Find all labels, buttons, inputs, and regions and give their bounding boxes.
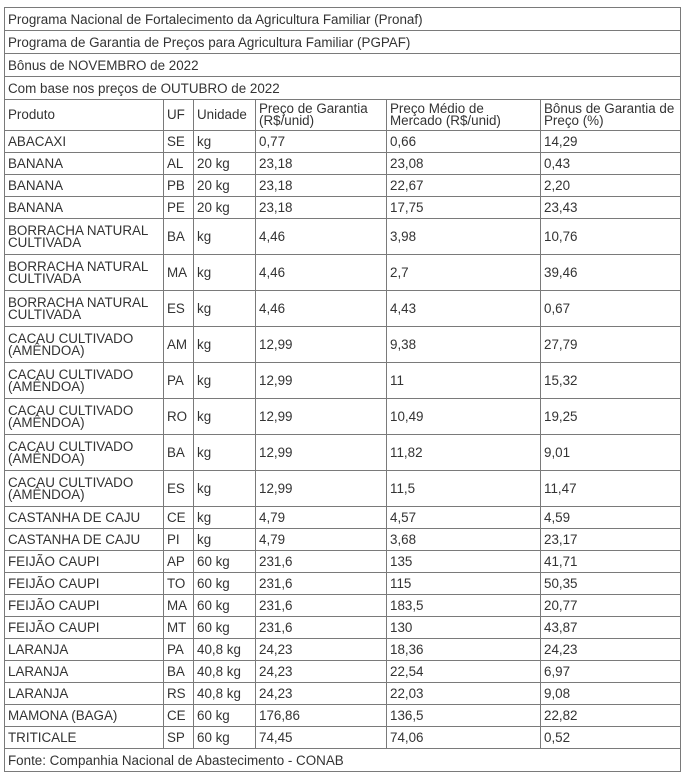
bonus-cell: 23,17: [541, 529, 681, 551]
uf-cell: AP: [164, 551, 194, 573]
produto-cell: MAMONA (BAGA): [5, 705, 164, 727]
bonus-cell: 0,67: [541, 291, 681, 327]
preco-garantia-cell: 12,99: [256, 435, 387, 471]
produto-cell: CASTANHA DE CAJU: [5, 529, 164, 551]
uf-cell: SP: [164, 727, 194, 749]
table-row: [5, 131, 681, 153]
preco-garantia-cell: 4,46: [256, 219, 387, 255]
uf-cell: MT: [164, 617, 194, 639]
preco-medio-cell: 4,43: [387, 291, 541, 327]
bonus-table: [4, 7, 681, 772]
preco-medio-cell: 136,5: [387, 705, 541, 727]
bonus-cell: 15,32: [541, 363, 681, 399]
unidade-cell: kg: [194, 255, 256, 291]
unidade-cell: 20 kg: [194, 153, 256, 175]
preco-garantia-cell: 12,99: [256, 327, 387, 363]
preco-medio-cell: 0,66: [387, 131, 541, 153]
table-row: [5, 727, 681, 749]
unidade-cell: 60 kg: [194, 551, 256, 573]
table-row: [5, 153, 681, 175]
produto-cell: TRITICALE: [5, 727, 164, 749]
preco-medio-cell: 3,68: [387, 529, 541, 551]
preco-garantia-cell: 4,46: [256, 291, 387, 327]
bonus-cell: 9,01: [541, 435, 681, 471]
uf-cell: MA: [164, 255, 194, 291]
preco-garantia-cell: 231,6: [256, 617, 387, 639]
preco-medio-cell: 11,82: [387, 435, 541, 471]
uf-cell: MA: [164, 595, 194, 617]
produto-cell: BORRACHA NATURAL CULTIVADA: [5, 255, 164, 291]
bonus-cell: 50,35: [541, 573, 681, 595]
unidade-cell: 60 kg: [194, 595, 256, 617]
produto-cell: CACAU CULTIVADO (AMÊNDOA): [5, 399, 164, 435]
uf-cell: BA: [164, 435, 194, 471]
uf-cell: PB: [164, 175, 194, 197]
preco-garantia-cell: 231,6: [256, 551, 387, 573]
preco-medio-cell: 135: [387, 551, 541, 573]
preco-garantia-cell: 231,6: [256, 595, 387, 617]
preco-medio-cell: 23,08: [387, 153, 541, 175]
uf-cell: PE: [164, 197, 194, 219]
preco-garantia-cell: 24,23: [256, 683, 387, 705]
unidade-cell: kg: [194, 291, 256, 327]
uf-cell: CE: [164, 507, 194, 529]
unidade-cell: kg: [194, 219, 256, 255]
preco-medio-cell: 2,7: [387, 255, 541, 291]
bonus-cell: 0,52: [541, 727, 681, 749]
preco-medio-cell: 4,57: [387, 507, 541, 529]
table-row: [5, 175, 681, 197]
unidade-cell: 20 kg: [194, 175, 256, 197]
produto-cell: CACAU CULTIVADO (AMÊNDOA): [5, 363, 164, 399]
unidade-cell: kg: [194, 131, 256, 153]
unidade-cell: kg: [194, 327, 256, 363]
column-header-preco-medio: Preço Médio de Mercado (R$/unid): [387, 100, 541, 131]
table-row: [5, 551, 681, 573]
unidade-cell: kg: [194, 435, 256, 471]
preco-medio-cell: 9,38: [387, 327, 541, 363]
uf-cell: RS: [164, 683, 194, 705]
preco-garantia-cell: 23,18: [256, 197, 387, 219]
column-header-bonus: Bônus de Garantia de Preço (%): [541, 100, 681, 131]
bonus-cell: 2,20: [541, 175, 681, 197]
table-row: [5, 197, 681, 219]
bonus-cell: 20,77: [541, 595, 681, 617]
produto-cell: BANANA: [5, 175, 164, 197]
bonus-cell: 0,43: [541, 153, 681, 175]
table-row: [5, 639, 681, 661]
uf-cell: PA: [164, 639, 194, 661]
unidade-cell: kg: [194, 399, 256, 435]
column-header-preco-garantia: Preço de Garantia (R$/unid): [256, 100, 387, 131]
uf-cell: PI: [164, 529, 194, 551]
preco-garantia-cell: 12,99: [256, 471, 387, 507]
uf-cell: CE: [164, 705, 194, 727]
preco-medio-cell: 17,75: [387, 197, 541, 219]
column-header-row: [5, 100, 681, 131]
preco-garantia-cell: 4,79: [256, 529, 387, 551]
unidade-cell: 60 kg: [194, 573, 256, 595]
bonus-cell: 19,25: [541, 399, 681, 435]
bonus-cell: 27,79: [541, 327, 681, 363]
table-row: [5, 327, 681, 363]
title-line: Programa de Garantia de Preços para Agricultura Familiar (PGPAF): [5, 31, 681, 54]
produto-cell: BANANA: [5, 197, 164, 219]
bonus-table-container: [4, 7, 680, 772]
bonus-cell: 9,08: [541, 683, 681, 705]
preco-garantia-cell: 0,77: [256, 131, 387, 153]
unidade-cell: 40,8 kg: [194, 683, 256, 705]
table-row: [5, 661, 681, 683]
preco-medio-cell: 183,5: [387, 595, 541, 617]
uf-cell: PA: [164, 363, 194, 399]
unidade-cell: 20 kg: [194, 197, 256, 219]
preco-medio-cell: 74,06: [387, 727, 541, 749]
preco-garantia-cell: 4,46: [256, 255, 387, 291]
preco-medio-cell: 11: [387, 363, 541, 399]
table-row: [5, 255, 681, 291]
produto-cell: LARANJA: [5, 661, 164, 683]
uf-cell: ES: [164, 291, 194, 327]
produto-cell: BORRACHA NATURAL CULTIVADA: [5, 219, 164, 255]
table-row: [5, 617, 681, 639]
unidade-cell: 60 kg: [194, 617, 256, 639]
preco-garantia-cell: 12,99: [256, 399, 387, 435]
unidade-cell: 60 kg: [194, 705, 256, 727]
uf-cell: BA: [164, 219, 194, 255]
uf-cell: BA: [164, 661, 194, 683]
unidade-cell: 40,8 kg: [194, 661, 256, 683]
produto-cell: LARANJA: [5, 639, 164, 661]
column-header-uf: UF: [164, 100, 194, 131]
preco-garantia-cell: 231,6: [256, 573, 387, 595]
table-row: [5, 529, 681, 551]
preco-medio-cell: 22,03: [387, 683, 541, 705]
uf-cell: RO: [164, 399, 194, 435]
bonus-cell: 22,82: [541, 705, 681, 727]
bonus-cell: 23,43: [541, 197, 681, 219]
produto-cell: BANANA: [5, 153, 164, 175]
preco-medio-cell: 22,67: [387, 175, 541, 197]
preco-garantia-cell: 4,79: [256, 507, 387, 529]
uf-cell: TO: [164, 573, 194, 595]
uf-cell: SE: [164, 131, 194, 153]
preco-garantia-cell: 176,86: [256, 705, 387, 727]
bonus-cell: 41,71: [541, 551, 681, 573]
preco-medio-cell: 115: [387, 573, 541, 595]
preco-medio-cell: 11,5: [387, 471, 541, 507]
produto-cell: BORRACHA NATURAL CULTIVADA: [5, 291, 164, 327]
unidade-cell: 60 kg: [194, 727, 256, 749]
table-row: [5, 435, 681, 471]
column-header-produto: Produto: [5, 100, 164, 131]
produto-cell: FEIJÃO CAUPI: [5, 617, 164, 639]
preco-medio-cell: 22,54: [387, 661, 541, 683]
table-row: [5, 219, 681, 255]
produto-cell: FEIJÃO CAUPI: [5, 595, 164, 617]
produto-cell: FEIJÃO CAUPI: [5, 551, 164, 573]
bonus-cell: 6,97: [541, 661, 681, 683]
uf-cell: ES: [164, 471, 194, 507]
table-row: [5, 399, 681, 435]
produto-cell: ABACAXI: [5, 131, 164, 153]
produto-cell: CASTANHA DE CAJU: [5, 507, 164, 529]
column-header-unidade: Unidade: [194, 100, 256, 131]
title-line: Com base nos preços de OUTUBRO de 2022: [5, 77, 681, 100]
preco-medio-cell: 130: [387, 617, 541, 639]
preco-garantia-cell: 23,18: [256, 153, 387, 175]
produto-cell: FEIJÃO CAUPI: [5, 573, 164, 595]
uf-cell: AL: [164, 153, 194, 175]
uf-cell: AM: [164, 327, 194, 363]
unidade-cell: kg: [194, 471, 256, 507]
source-footer: Fonte: Companhia Nacional de Abastecimento - CONAB: [5, 749, 681, 772]
bonus-cell: 39,46: [541, 255, 681, 291]
unidade-cell: kg: [194, 507, 256, 529]
preco-medio-cell: 3,98: [387, 219, 541, 255]
table-row: [5, 291, 681, 327]
table-row: [5, 507, 681, 529]
table-row: [5, 683, 681, 705]
table-row: [5, 705, 681, 727]
table-row: [5, 363, 681, 399]
produto-cell: LARANJA: [5, 683, 164, 705]
preco-garantia-cell: 23,18: [256, 175, 387, 197]
preco-medio-cell: 18,36: [387, 639, 541, 661]
table-row: [5, 573, 681, 595]
bonus-cell: 24,23: [541, 639, 681, 661]
table-row: [5, 471, 681, 507]
produto-cell: CACAU CULTIVADO (AMÊNDOA): [5, 327, 164, 363]
preco-garantia-cell: 74,45: [256, 727, 387, 749]
bonus-cell: 11,47: [541, 471, 681, 507]
title-line: Programa Nacional de Fortalecimento da Agricultura Familiar (Pronaf): [5, 8, 681, 31]
unidade-cell: kg: [194, 363, 256, 399]
table-row: [5, 595, 681, 617]
bonus-cell: 10,76: [541, 219, 681, 255]
produto-cell: CACAU CULTIVADO (AMÊNDOA): [5, 435, 164, 471]
unidade-cell: kg: [194, 529, 256, 551]
bonus-cell: 14,29: [541, 131, 681, 153]
bonus-cell: 43,87: [541, 617, 681, 639]
title-line: Bônus de NOVEMBRO de 2022: [5, 54, 681, 77]
preco-garantia-cell: 24,23: [256, 639, 387, 661]
preco-garantia-cell: 12,99: [256, 363, 387, 399]
unidade-cell: 40,8 kg: [194, 639, 256, 661]
produto-cell: CACAU CULTIVADO (AMÊNDOA): [5, 471, 164, 507]
preco-garantia-cell: 24,23: [256, 661, 387, 683]
preco-medio-cell: 10,49: [387, 399, 541, 435]
bonus-cell: 4,59: [541, 507, 681, 529]
